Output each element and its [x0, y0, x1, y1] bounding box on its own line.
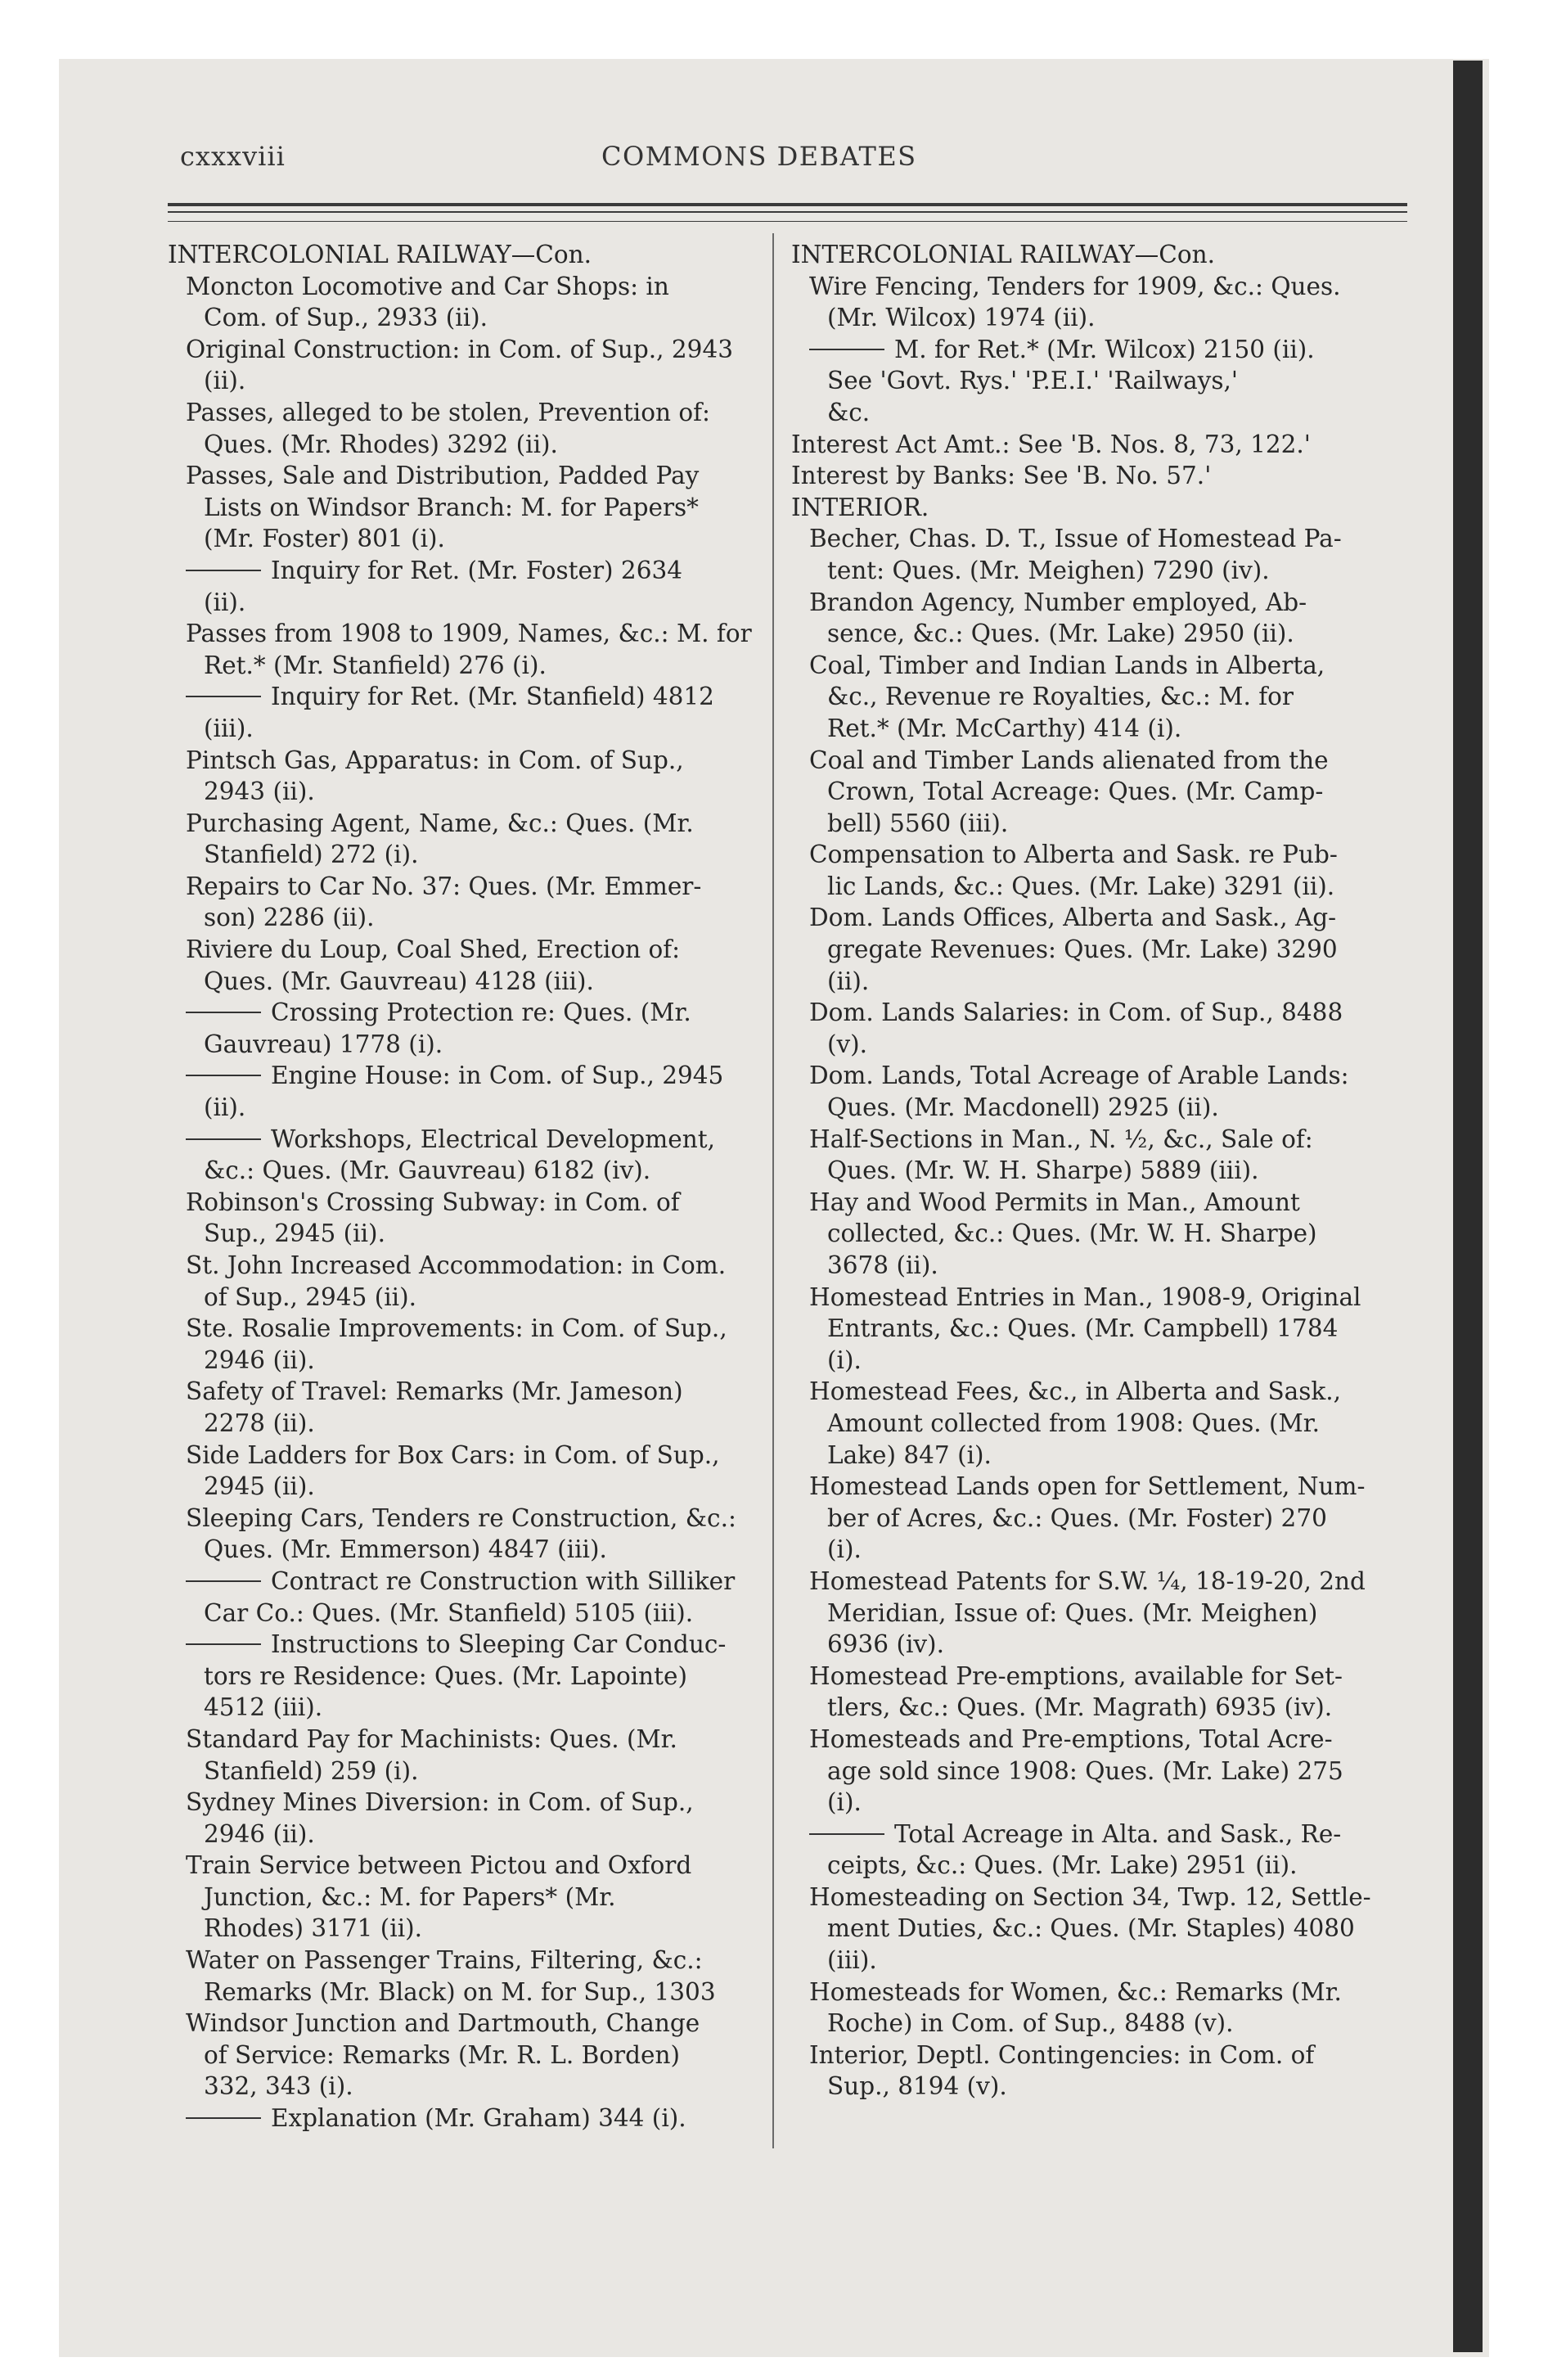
index-entry-line	[168, 1913, 763, 1945]
index-entry-text: 2946 (ii).	[204, 1346, 315, 1374]
ditto-dash	[186, 1580, 261, 1582]
index-entry-text: Ques. (Mr. Gauvreau) 4128 (iii).	[204, 967, 594, 995]
index-entry-text: Dom. Lands Offices, Alberta and Sask., Ag-	[809, 904, 1337, 932]
index-entry-line	[168, 650, 763, 682]
index-entry-text: Ste. Rosalie Improvements: in Com. of Sup.,	[186, 1314, 727, 1343]
index-entry-text: Workshops, Electrical Development,	[271, 1125, 715, 1153]
index-entry-line	[791, 1345, 1401, 1377]
index-entry-text: Sup., 2945 (ii).	[204, 1219, 385, 1248]
index-entry-line	[168, 1440, 763, 1472]
index-entry-text: sence, &c.: Ques. (Mr. Lake) 2950 (ii).	[827, 620, 1294, 648]
index-entry-text: (ii).	[204, 367, 246, 395]
index-entry-text: (ii).	[827, 967, 870, 995]
ditto-dash	[186, 570, 261, 571]
index-entry-line	[791, 239, 1401, 271]
running-title: COMMONS DEBATES	[601, 141, 917, 172]
index-entry-text: ceipts, &c.: Ques. (Mr. Lake) 2951 (ii).	[827, 1851, 1298, 1880]
index-entry-text: (ii).	[204, 1093, 246, 1122]
index-entry-text: (Mr. Foster) 801 (i).	[204, 525, 445, 553]
index-entry-text: ber of Acres, &c.: Ques. (Mr. Foster) 270	[827, 1503, 1327, 1532]
index-entry-text: Water on Passenger Trains, Filtering, &c.:	[186, 1946, 703, 1975]
index-entry-line	[168, 1787, 763, 1819]
index-entry-text: gregate Revenues: Ques. (Mr. Lake) 3290	[827, 935, 1338, 964]
index-entry-text: &c., Revenue re Royalties, &c.: M. for	[827, 683, 1294, 711]
index-entry-line	[791, 555, 1401, 587]
index-entry-text: 3678 (ii).	[827, 1251, 938, 1279]
index-entry-text: INTERIOR.	[791, 493, 929, 521]
index-entry-text: Half-Sections in Man., N. ½, &c., Sale of:	[809, 1125, 1313, 1153]
index-entry-text: (iii).	[827, 1946, 877, 1975]
index-entry-line	[791, 1218, 1401, 1250]
index-entry-text: 4512 (iii).	[204, 1693, 323, 1722]
index-entry-line	[168, 1155, 763, 1187]
index-entry-line	[791, 1819, 1401, 1850]
index-entry-text: INTERCOLONIAL RAILWAY—Con.	[791, 241, 1215, 268]
index-entry-text: &c.: Ques. (Mr. Gauvreau) 6182 (iv).	[204, 1156, 651, 1185]
index-entry-text: Inquiry for Ret. (Mr. Stanfield) 4812	[271, 683, 714, 711]
index-entry-text: collected, &c.: Ques. (Mr. W. H. Sharpe)	[827, 1219, 1317, 1248]
index-entry-line	[168, 1408, 763, 1440]
index-entry-text: Interior, Deptl. Contingencies: in Com. of	[809, 2040, 1315, 2069]
index-entry-text: Ques. (Mr. Emmerson) 4847 (iii).	[204, 1535, 607, 1564]
index-entry-line	[168, 1819, 763, 1850]
index-entry-text: Com. of Sup., 2933 (ii).	[204, 304, 488, 332]
index-entry-line	[791, 776, 1401, 808]
index-entry-line	[168, 1629, 763, 1661]
index-entry-text: 2945 (ii).	[204, 1472, 315, 1501]
index-entry-text: 2278 (ii).	[204, 1409, 315, 1437]
index-entry-text: Homestead Lands open for Settlement, Num-	[809, 1472, 1366, 1501]
index-entry-line	[791, 871, 1401, 903]
ditto-dash	[186, 1075, 261, 1076]
index-entry-line	[791, 1250, 1401, 1282]
index-entry-line	[791, 1850, 1401, 1882]
index-entry-line	[791, 618, 1401, 650]
ditto-dash	[186, 1643, 261, 1645]
index-entry-line	[168, 523, 763, 555]
index-entry-line	[791, 2040, 1401, 2071]
index-entry-text: Coal and Timber Lands alienated from the	[809, 746, 1329, 774]
index-entry-text: Sleeping Cars, Tenders re Construction, &c.:	[186, 1503, 736, 1532]
index-entry-text: Passes, Sale and Distribution, Padded Pay	[186, 462, 700, 490]
index-entry-line	[791, 1756, 1401, 1787]
index-entry-line	[168, 1566, 763, 1598]
page-number: cxxxviii	[180, 141, 286, 172]
index-entry-line	[791, 1787, 1401, 1819]
index-entry-line	[168, 1692, 763, 1724]
index-entry-line	[791, 1661, 1401, 1693]
index-entry-line	[791, 839, 1401, 871]
index-entry-line	[168, 1598, 763, 1629]
index-entry-line	[791, 1629, 1401, 1661]
index-entry-text: Homesteading on Section 34, Twp. 12, Settle-	[809, 1882, 1371, 1911]
ditto-dash	[809, 1833, 884, 1835]
index-entry-text: St. John Increased Accommodation: in Com.	[186, 1251, 727, 1279]
index-entry-text: Lists on Windsor Branch: M. for Papers*	[204, 493, 699, 521]
ditto-dash	[186, 2117, 261, 2119]
index-entry-text: Total Acreage in Alta. and Sask., Re-	[894, 1819, 1342, 1848]
index-entry-text: INTERCOLONIAL RAILWAY—Con.	[168, 241, 592, 268]
index-entry-text: Train Service between Pictou and Oxford	[186, 1851, 692, 1880]
running-head	[0, 141, 1548, 182]
index-entry-line	[791, 1124, 1401, 1156]
index-entry-line	[168, 1218, 763, 1250]
index-entry-text: Interest Act Amt.: See 'B. Nos. 8, 73, 122.'	[791, 430, 1311, 458]
index-entry-line	[168, 1060, 763, 1092]
index-entry-text: Riviere du Loup, Coal Shed, Erection of:	[186, 935, 681, 964]
index-entry-text: Dom. Lands, Total Acreage of Arable Lands:	[809, 1062, 1349, 1090]
index-entry-line	[168, 1282, 763, 1314]
index-entry-text: Safety of Travel: Remarks (Mr. Jameson)	[186, 1377, 683, 1406]
index-entry-line	[791, 1376, 1401, 1408]
index-entry-text: Homestead Entries in Man., 1908-9, Original	[809, 1282, 1361, 1311]
index-entry-line	[791, 902, 1401, 934]
index-entry-text: Contract re Construction with Silliker	[271, 1566, 736, 1595]
index-entry-line	[791, 460, 1401, 492]
index-entry-text: tlers, &c.: Ques. (Mr. Magrath) 6935 (iv).	[827, 1693, 1333, 1722]
index-entry-text: (ii).	[204, 588, 246, 616]
index-entry-line	[168, 681, 763, 713]
ditto-dash	[186, 696, 261, 697]
index-entry-line	[168, 334, 763, 366]
index-entry-text: Passes from 1908 to 1909, Names, &c.: M. for	[186, 620, 752, 648]
index-entry-line	[168, 1977, 763, 2008]
index-entry-line	[168, 1187, 763, 1219]
index-entry-line	[168, 2071, 763, 2103]
index-entry-text: Gauvreau) 1778 (i).	[204, 1030, 443, 1058]
header-rule-thin	[168, 221, 1407, 222]
index-entry-text: Remarks (Mr. Black) on M. for Sup., 1303	[204, 1977, 716, 2006]
index-entry-line	[791, 650, 1401, 682]
index-entry-text: Car Co.: Ques. (Mr. Stanfield) 5105 (iii).	[204, 1598, 694, 1627]
book-spine-shadow	[1453, 61, 1483, 2352]
index-entry-line	[168, 2103, 763, 2134]
index-entry-line	[168, 1724, 763, 1756]
index-entry-text: (i).	[827, 1535, 862, 1564]
index-entry-text: &c.	[827, 398, 871, 426]
index-entry-line	[168, 1250, 763, 1282]
index-entry-line	[791, 587, 1401, 619]
index-entry-line	[791, 1471, 1401, 1503]
index-entry-text: Ques. (Mr. W. H. Sharpe) 5889 (iii).	[827, 1156, 1259, 1185]
index-entry-line	[168, 1345, 763, 1377]
index-entry-line	[168, 302, 763, 334]
index-entry-line	[791, 713, 1401, 745]
index-entry-text: Crossing Protection re: Ques. (Mr.	[271, 998, 691, 1027]
index-entry-text: Hay and Wood Permits in Man., Amount	[809, 1188, 1300, 1216]
index-entry-text: Instructions to Sleeping Car Conduc-	[271, 1630, 727, 1659]
index-entry-text: of Service: Remarks (Mr. R. L. Borden)	[204, 2040, 680, 2069]
index-column-right	[791, 239, 1401, 2103]
index-entry-line	[791, 1313, 1401, 1345]
index-entry-line	[168, 745, 763, 777]
index-entry-text: Homestead Pre-emptions, available for Set-	[809, 1661, 1343, 1690]
index-entry-line	[791, 334, 1401, 366]
index-entry-line	[168, 1850, 763, 1882]
index-entry-line	[791, 1598, 1401, 1629]
index-entry-line	[168, 1124, 763, 1156]
index-column-left	[168, 239, 763, 2134]
index-entry-line	[168, 1503, 763, 1535]
index-entry-text: Coal, Timber and Indian Lands in Alberta,	[809, 651, 1325, 679]
index-entry-line	[168, 1534, 763, 1566]
index-entry-line	[791, 1092, 1401, 1124]
index-entry-line	[791, 1534, 1401, 1566]
index-entry-line	[168, 1029, 763, 1061]
index-entry-line	[791, 1440, 1401, 1472]
index-entry-line	[168, 997, 763, 1029]
ditto-dash	[186, 1138, 261, 1140]
index-entry-text: Moncton Locomotive and Car Shops: in	[186, 272, 669, 300]
index-entry-text: Robinson's Crossing Subway: in Com. of	[186, 1188, 680, 1216]
index-entry-text: Ques. (Mr. Rhodes) 3292 (ii).	[204, 430, 558, 458]
index-entry-line	[168, 934, 763, 966]
index-entry-text: Stanfield) 272 (i).	[204, 841, 419, 869]
index-entry-line	[168, 1092, 763, 1124]
index-entry-text: Homesteads and Pre-emptions, Total Acre-	[809, 1724, 1333, 1753]
index-entry-text: Entrants, &c.: Ques. (Mr. Campbell) 1784	[827, 1314, 1339, 1343]
index-entry-line	[168, 1661, 763, 1693]
index-entry-line	[791, 1282, 1401, 1314]
header-rule-middle	[168, 211, 1407, 213]
index-entry-line	[791, 997, 1401, 1029]
index-entry-text: Pintsch Gas, Apparatus: in Com. of Sup.,	[186, 746, 684, 774]
index-entry-line	[168, 839, 763, 871]
index-entry-line	[168, 429, 763, 461]
index-entry-line	[168, 1945, 763, 1977]
index-entry-line	[791, 1913, 1401, 1945]
index-entry-line	[791, 2071, 1401, 2103]
index-entry-line	[791, 365, 1401, 397]
index-entry-line	[168, 492, 763, 524]
index-entry-line	[791, 1029, 1401, 1061]
index-entry-text: Wire Fencing, Tenders for 1909, &c.: Ques.	[809, 272, 1341, 300]
index-entry-text: 2943 (ii).	[204, 778, 315, 806]
index-entry-line	[168, 587, 763, 619]
index-entry-text: bell) 5560 (iii).	[827, 809, 1009, 837]
index-entry-text: (i).	[827, 1346, 862, 1374]
index-entry-text: Purchasing Agent, Name, &c.: Ques. (Mr.	[186, 809, 694, 837]
index-entry-text: Ret.* (Mr. McCarthy) 414 (i).	[827, 714, 1182, 742]
ditto-dash	[809, 349, 884, 350]
index-entry-line	[791, 523, 1401, 555]
index-entry-line	[791, 681, 1401, 713]
index-entry-text: Homesteads for Women, &c.: Remarks (Mr.	[809, 1977, 1342, 2006]
index-entry-line	[168, 713, 763, 745]
index-entry-line	[791, 271, 1401, 303]
index-entry-text: tors re Residence: Ques. (Mr. Lapointe)	[204, 1661, 687, 1690]
index-entry-text: ment Duties, &c.: Ques. (Mr. Staples) 4080	[827, 1914, 1355, 1943]
ditto-dash	[186, 1012, 261, 1013]
index-entry-text: Standard Pay for Machinists: Ques. (Mr.	[186, 1724, 677, 1753]
index-entry-line	[168, 397, 763, 429]
index-entry-line	[791, 745, 1401, 777]
index-entry-line	[168, 1376, 763, 1408]
column-divider	[772, 233, 774, 2148]
index-entry-line	[791, 302, 1401, 334]
index-entry-text: M. for Ret.* (Mr. Wilcox) 2150 (ii).	[894, 335, 1315, 363]
index-entry-line	[168, 808, 763, 840]
header-rule-thick	[168, 203, 1407, 206]
index-entry-line	[168, 1313, 763, 1345]
index-entry-line	[791, 397, 1401, 429]
index-entry-text: (i).	[827, 1788, 862, 1817]
index-entry-text: 332, 343 (i).	[204, 2072, 353, 2101]
index-entry-line	[791, 1977, 1401, 2008]
index-entry-text: Inquiry for Ret. (Mr. Foster) 2634	[271, 556, 683, 584]
index-entry-text: (Mr. Wilcox) 1974 (ii).	[827, 304, 1096, 332]
index-entry-text: Side Ladders for Box Cars: in Com. of Sup.,	[186, 1440, 720, 1469]
index-entry-line	[791, 808, 1401, 840]
index-entry-line	[791, 429, 1401, 461]
index-entry-text: Homestead Fees, &c., in Alberta and Sask.,	[809, 1377, 1342, 1406]
index-entry-text: 6936 (iv).	[827, 1630, 944, 1659]
index-entry-text: Windsor Junction and Dartmouth, Change	[186, 2009, 700, 2038]
index-entry-line	[168, 618, 763, 650]
index-entry-line	[168, 460, 763, 492]
index-entry-line	[791, 1566, 1401, 1598]
index-entry-line	[168, 365, 763, 397]
index-entry-line	[791, 1692, 1401, 1724]
index-entry-text: Homestead Patents for S.W. ¼, 18-19-20, 2nd	[809, 1566, 1366, 1595]
index-entry-line	[168, 1756, 763, 1787]
index-entry-text: Junction, &c.: M. for Papers* (Mr.	[204, 1882, 616, 1911]
index-entry-text: Meridian, Issue of: Ques. (Mr. Meighen)	[827, 1598, 1318, 1627]
index-entry-text: Ques. (Mr. Macdonell) 2925 (ii).	[827, 1093, 1219, 1122]
index-entry-text: Rhodes) 3171 (ii).	[204, 1914, 423, 1943]
index-entry-line	[168, 555, 763, 587]
index-entry-text: of Sup., 2945 (ii).	[204, 1282, 416, 1311]
index-entry-line	[791, 1187, 1401, 1219]
index-entry-text: Roche) in Com. of Sup., 8488 (v).	[827, 2009, 1234, 2038]
index-entry-text: Explanation (Mr. Graham) 344 (i).	[271, 2104, 686, 2133]
index-entry-line	[791, 934, 1401, 966]
index-entry-line	[791, 1503, 1401, 1535]
index-entry-text: age sold since 1908: Ques. (Mr. Lake) 275	[827, 1756, 1343, 1785]
index-entry-line	[168, 902, 763, 934]
index-entry-line	[791, 1155, 1401, 1187]
index-entry-text: lic Lands, &c.: Ques. (Mr. Lake) 3291 (ii).	[827, 872, 1335, 900]
index-entry-text: Engine House: in Com. of Sup., 2945	[271, 1062, 724, 1090]
index-entry-text: Dom. Lands Salaries: in Com. of Sup., 8488	[809, 998, 1343, 1027]
index-entry-line	[791, 966, 1401, 998]
index-entry-line	[791, 492, 1401, 524]
index-entry-line	[168, 776, 763, 808]
index-entry-line	[168, 239, 763, 271]
index-entry-text: 2946 (ii).	[204, 1819, 315, 1848]
index-entry-line	[168, 2008, 763, 2040]
index-entry-text: (v).	[827, 1030, 868, 1058]
index-entry-text: (iii).	[204, 714, 254, 742]
index-entry-text: Lake) 847 (i).	[827, 1440, 992, 1469]
index-entry-text: Repairs to Car No. 37: Ques. (Mr. Emmer-	[186, 872, 702, 900]
index-entry-text: Ret.* (Mr. Stanfield) 276 (i).	[204, 651, 547, 679]
index-entry-line	[791, 1408, 1401, 1440]
index-entry-text: Original Construction: in Com. of Sup., 2943	[186, 335, 733, 363]
index-entry-text: See 'Govt. Rys.' 'P.E.I.' 'Railways,'	[827, 367, 1238, 395]
index-entry-text: Crown, Total Acreage: Ques. (Mr. Camp-	[827, 778, 1324, 806]
index-entry-line	[791, 1060, 1401, 1092]
index-entry-line	[791, 1724, 1401, 1756]
index-entry-text: son) 2286 (ii).	[204, 904, 375, 932]
index-entry-line	[168, 871, 763, 903]
index-entry-text: Stanfield) 259 (i).	[204, 1756, 419, 1785]
index-entry-text: Amount collected from 1908: Ques. (Mr.	[827, 1409, 1320, 1437]
index-entry-line	[168, 1471, 763, 1503]
index-entry-text: Passes, alleged to be stolen, Prevention of:	[186, 398, 710, 426]
index-entry-line	[168, 271, 763, 303]
index-entry-text: tent: Ques. (Mr. Meighen) 7290 (iv).	[827, 556, 1270, 584]
index-entry-text: Sup., 8194 (v).	[827, 2072, 1007, 2101]
index-entry-text: Becher, Chas. D. T., Issue of Homestead Pa-	[809, 525, 1342, 553]
index-entry-line	[168, 1882, 763, 1913]
index-entry-line	[791, 1882, 1401, 1913]
index-entry-text: Compensation to Alberta and Sask. re Pub-	[809, 841, 1338, 869]
index-entry-text: Interest by Banks: See 'B. No. 57.'	[791, 462, 1212, 490]
index-entry-line	[791, 1945, 1401, 1977]
index-entry-line	[168, 2040, 763, 2071]
index-entry-text: Brandon Agency, Number employed, Ab-	[809, 588, 1307, 616]
index-entry-line	[168, 966, 763, 998]
index-entry-line	[791, 2008, 1401, 2040]
index-entry-text: Sydney Mines Diversion: in Com. of Sup.,	[186, 1788, 694, 1817]
